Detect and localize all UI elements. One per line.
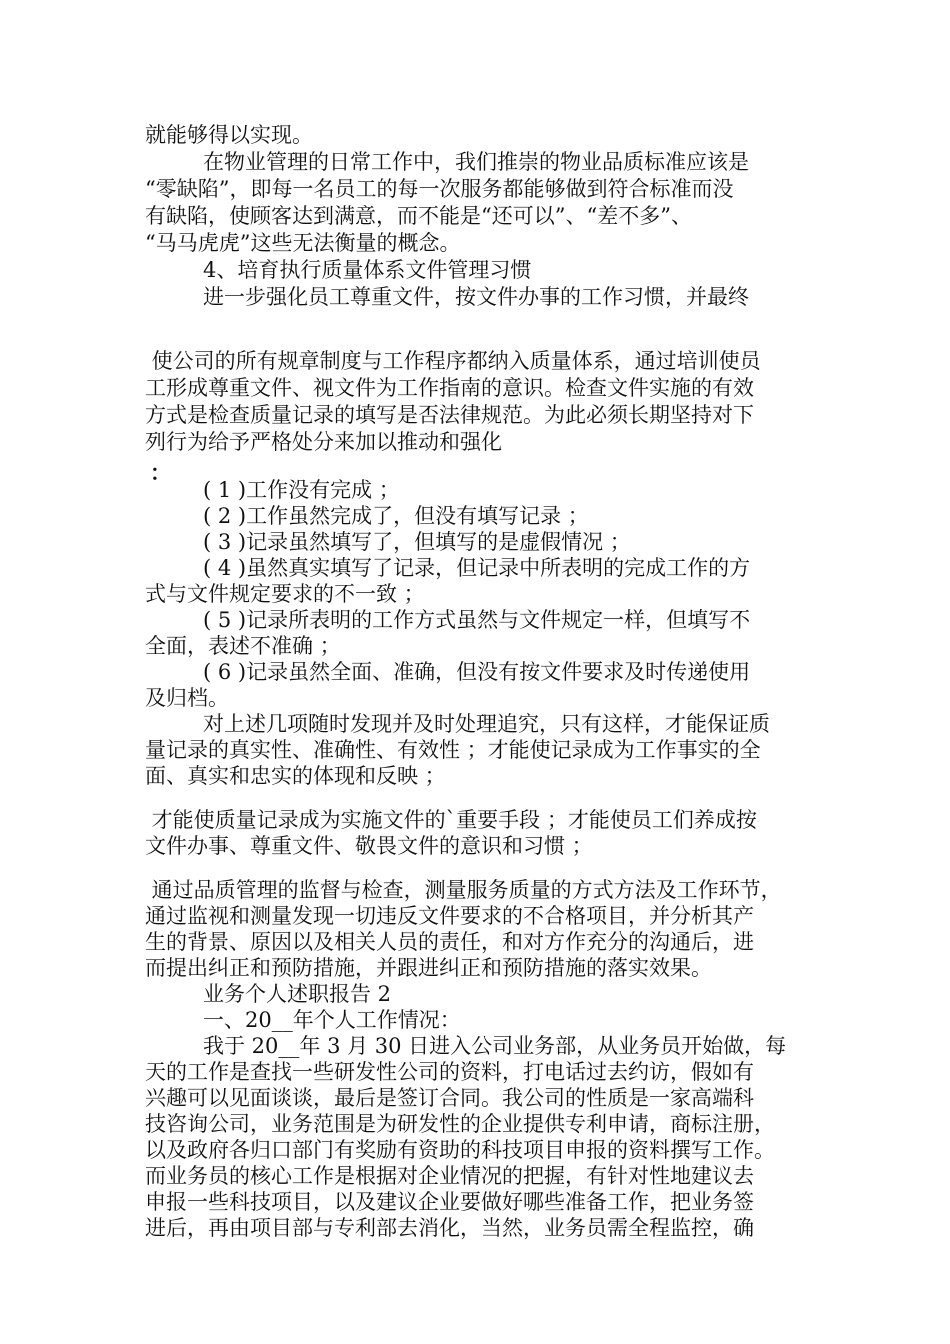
text-line: 在物业管理的日常工作中，我们推崇的物业品质标准应该是 <box>203 150 749 174</box>
section-heading: 一、20__年个人工作情况： <box>203 1008 461 1032</box>
list-item: ( 4 )虽然真实填写了记录，但记录中所表明的完成工作的方 <box>203 556 751 580</box>
list-item: ( 1 )工作没有完成 ； <box>203 478 400 502</box>
text-line: 进后，再由项目部与专利部去消化，当然，业务员需全程监控，确 <box>145 1216 754 1240</box>
text-line: 文件办事、尊重文件、敬畏文件的意识和习惯 ； <box>145 834 593 858</box>
text-line: 就能够得以实现。 <box>145 123 313 147</box>
text-line: 而业务员的核心工作是根据对企业情况的把握，有针对性地建议去 <box>145 1164 754 1188</box>
text-line: 工形成尊重文件、视文件为工作指南的意识。检查文件实施的有效 <box>145 376 754 400</box>
text-line: 面、真实和忠实的体现和反映 ； <box>145 764 446 788</box>
text-line: 通过监视和测量发现一切违反文件要求的不合格项目，并分析其产 <box>145 904 754 928</box>
text-line: 兴趣可以见面谈谈，最后是签订合同。我公司的性质是一家高端科 <box>145 1086 754 1110</box>
text-line: “零缺陷”，即每一名员工的每一次服务都能够做到符合标准而没 <box>145 177 734 201</box>
text-line: 对上述几项随时发现并及时处理追究，只有这样，才能保证质 <box>203 712 770 736</box>
text-line: 进一步强化员工尊重文件，按文件办事的工作习惯，并最终 <box>203 285 749 309</box>
text-line: 天的工作是查找一些研发性公司的资料，打电话过去约访，假如有 <box>145 1060 754 1084</box>
text-line: “马马虎虎”这些无法衡量的概念。 <box>145 231 461 255</box>
text-line: 使公司的所有规章制度与工作程序都纳入质量体系，通过培训使员 <box>145 349 761 373</box>
text-line: 通过品质管理的监督与检查，测量服务质量的方式方法及工作环节， <box>145 878 782 902</box>
list-item: ( 3 )记录虽然填写了，但填写的是虚假情况 ； <box>203 530 631 554</box>
text-line: 而提出纠正和预防措施，并跟进纠正和预防措施的落实效果。 <box>145 956 712 980</box>
text-line: 方式是检查质量记录的填写是否法律规范。为此必须长期坚持对下 <box>145 403 754 427</box>
text-line: 以及政府各归口部门有奖励有资助的科技项目申报的资料撰写工作。 <box>145 1138 775 1162</box>
text-line: 生的背景、原因以及相关人员的责任，和对方作充分的沟通后，进 <box>145 930 754 954</box>
text-line: 列行为给予严格处分来加以推动和强化 <box>145 430 502 454</box>
text-line: 式与文件规定要求的不一致 ； <box>145 582 425 606</box>
section-heading: 4、培育执行质量体系文件管理习惯 <box>203 258 532 282</box>
colon-mark: ： <box>150 460 171 485</box>
text-line: 量记录的真实性、准确性、有效性 ；才能使记录成为工作事实的全 <box>145 738 761 762</box>
text-line: 才能使质量记录成为实施文件的`重要手段 ；才能使员工们养成按 <box>145 808 757 832</box>
list-item: ( 5 )记录所表明的工作方式虽然与文件规定一样，但填写不 <box>203 608 751 632</box>
text-line: 及归档。 <box>145 686 229 710</box>
text-line: 全面，表述不准确 ； <box>145 634 341 658</box>
list-item: ( 6 )记录虽然全面、准确，但没有按文件要求及时传递使用 <box>203 660 751 684</box>
report-title: 业务个人述职报告 2 <box>203 982 392 1006</box>
text-line: 申报一些科技项目，以及建议企业要做好哪些准备工作，把业务签 <box>145 1190 754 1214</box>
text-line: 技咨询公司，业务范围是为研发性的企业提供专利申请，商标注册， <box>145 1112 775 1136</box>
text-line: 我于 20__年 3 月 30 日进入公司业务部，从业务员开始做，每 <box>203 1034 787 1058</box>
text-line: 有缺陷，使顾客达到满意，而不能是“还可以”、“差不多”、 <box>145 204 692 228</box>
list-item: ( 2 )工作虽然完成了，但没有填写记录 ； <box>203 504 589 528</box>
